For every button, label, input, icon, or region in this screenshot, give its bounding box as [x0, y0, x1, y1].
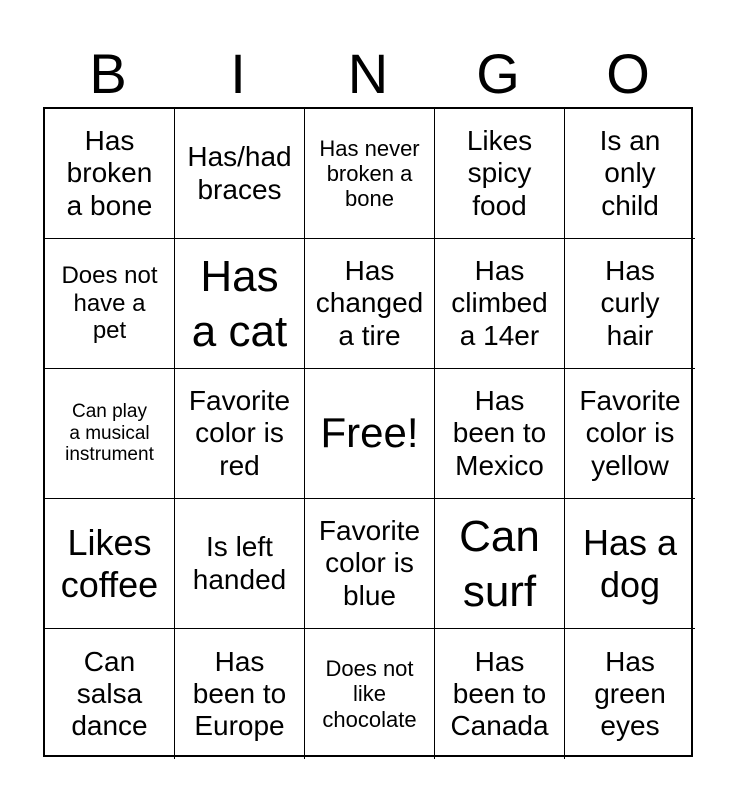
bingo-cell[interactable] [565, 239, 695, 369]
cell-text: Can play a musical instrument [65, 400, 154, 466]
bingo-cell[interactable] [45, 629, 175, 759]
cell-text: Is an only child [599, 125, 661, 221]
header-letter-o: O [606, 42, 650, 105]
cell-text: Has climbed a 14er [451, 255, 548, 351]
bingo-cell[interactable] [175, 109, 305, 239]
bingo-cell[interactable] [175, 499, 305, 629]
bingo-cell[interactable] [45, 369, 175, 499]
cell-text: Has been to Mexico [452, 385, 547, 481]
cell-text: Has curly hair [600, 255, 660, 351]
bingo-cell[interactable] [565, 499, 695, 629]
cell-text: Can surf [459, 511, 540, 616]
bingo-cell[interactable] [175, 239, 305, 369]
bingo-cell[interactable] [175, 369, 305, 499]
cell-text: Has a dog [582, 522, 678, 605]
header-letter-i: I [230, 42, 246, 105]
cell-text: Has been to Canada [450, 645, 549, 742]
cell-text: Has been to Europe [192, 645, 287, 742]
bingo-cell[interactable] [305, 109, 435, 239]
bingo-cell[interactable] [305, 499, 435, 629]
cell-text: Has never broken a bone [319, 135, 420, 212]
bingo-cell[interactable] [565, 369, 695, 499]
cell-text: Has broken a bone [66, 125, 153, 221]
cell-text: Has a cat [191, 251, 288, 356]
bingo-cell[interactable] [435, 499, 565, 629]
free-space-cell[interactable] [305, 369, 435, 499]
cell-text: Has changed a tire [315, 255, 424, 351]
bingo-board [43, 107, 693, 757]
cell-text: Favorite color is blue [318, 515, 421, 611]
cell-text: Has/had braces [187, 141, 292, 205]
cell-text: Likes spicy food [466, 125, 533, 221]
bingo-cell[interactable] [175, 629, 305, 759]
cell-text: Favorite color is yellow [579, 385, 681, 481]
bingo-cell[interactable] [565, 109, 695, 239]
bingo-cell[interactable] [435, 109, 565, 239]
header-letter-n: N [347, 42, 389, 105]
bingo-cell[interactable] [435, 239, 565, 369]
cell-text: Likes coffee [60, 522, 159, 605]
bingo-cell[interactable] [435, 629, 565, 759]
cell-text: Favorite color is red [188, 385, 291, 481]
bingo-header [43, 42, 693, 106]
cell-text: Is left handed [192, 531, 287, 595]
cell-text: Can salsa dance [71, 645, 148, 742]
header-letter-b: B [89, 42, 127, 105]
bingo-cell[interactable] [435, 369, 565, 499]
bingo-cell[interactable] [565, 629, 695, 759]
bingo-cell[interactable] [45, 109, 175, 239]
cell-text: Has green eyes [594, 645, 666, 742]
cell-text: Does not have a pet [61, 262, 158, 345]
bingo-cell[interactable] [45, 239, 175, 369]
bingo-cell[interactable] [305, 239, 435, 369]
cell-text: Free! [320, 409, 419, 457]
header-letter-g: G [476, 42, 520, 105]
cell-text: Does not like chocolate [322, 656, 417, 732]
bingo-cell[interactable] [305, 629, 435, 759]
bingo-cell[interactable] [45, 499, 175, 629]
